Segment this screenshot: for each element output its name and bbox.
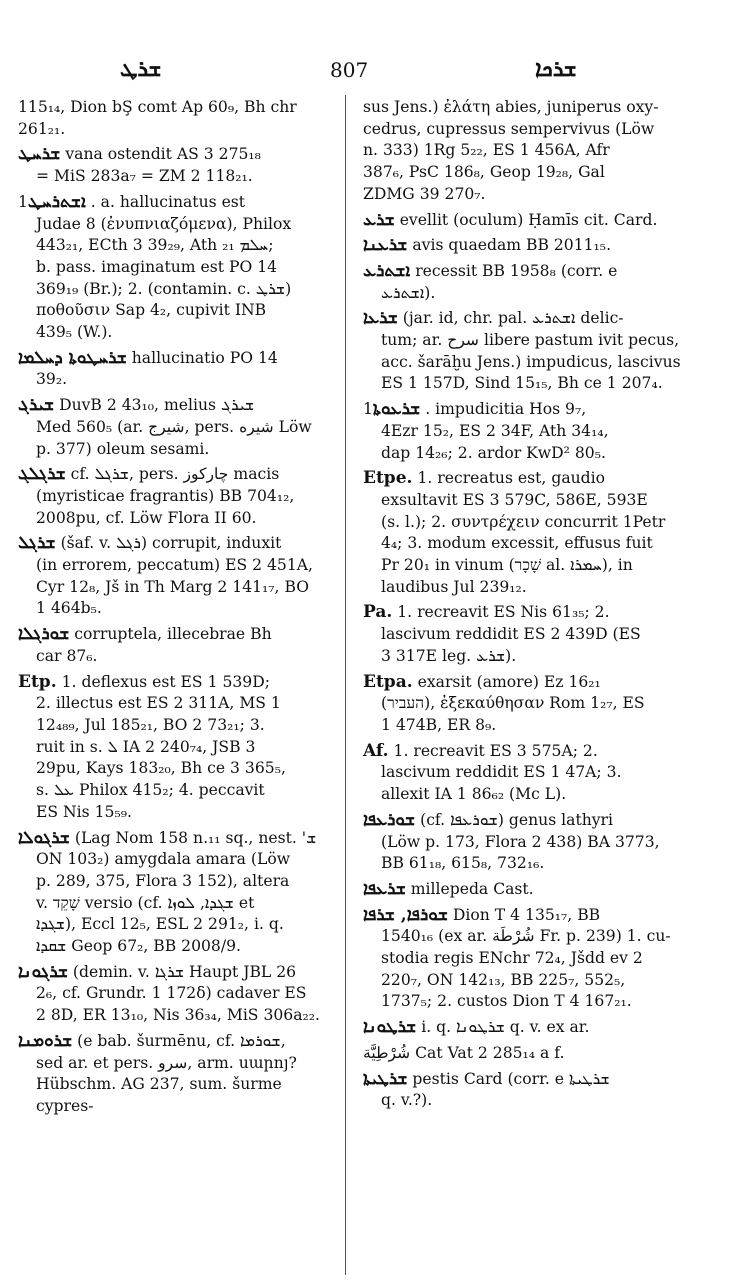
entry-line: vana ostendit AS 3 275₁₈ bbox=[65, 145, 261, 164]
entry-headword: ܐܫܬܪܥ bbox=[363, 260, 411, 281]
entry-line: شُرْطِيَّة Cat Vat 2 285₁₄ a f. bbox=[363, 1043, 565, 1062]
entry-line: avis quaedam BB 2011₁₅. bbox=[412, 236, 612, 255]
dictionary-entry bbox=[18, 828, 330, 958]
dictionary-entry bbox=[363, 235, 733, 257]
entry-line: lascivum reddidit ES 1 47A; 3. bbox=[381, 763, 622, 782]
entry-line: ES Nis 15₅₉. bbox=[36, 802, 132, 821]
entry-line: (šaf. v. ܪܓܠ) corrupit, induxit bbox=[60, 534, 282, 553]
page-header bbox=[0, 40, 750, 80]
left-column bbox=[18, 97, 330, 1122]
entry-line: n. 333) 1Rg 5₂₂, ES 1 456A, Afr bbox=[363, 141, 610, 160]
entry-headword: ܫܪܛܘܢܐ bbox=[363, 1017, 417, 1038]
entry-line: acc. šarāḫu Jens.) impudicus, lascivus bbox=[381, 352, 681, 371]
entry-headword: ܫܪܓܘܢܐ bbox=[18, 961, 68, 982]
dictionary-entry bbox=[18, 144, 330, 187]
entry-line: exarsit (amore) Ez 16₂₁ bbox=[417, 672, 601, 691]
entry-headword: ܫܪܥܘܬܐ bbox=[372, 399, 421, 420]
entry-line: evellit (oculum) Ḥamīs cit. Card. bbox=[399, 210, 658, 229]
entry-line: stodia regis ENchr 72₄, Jšdd ev 2 bbox=[381, 949, 643, 968]
entry-line: b. pass. imaginatum est PO 14 bbox=[36, 257, 278, 276]
entry-line: ܐܫܬܪܥ). bbox=[381, 283, 436, 302]
entry-headword: ܐܫܬܪܚܛ bbox=[27, 191, 86, 212]
entry-line: 1737₅; 2. custos Dion T 4 167₂₁. bbox=[381, 992, 632, 1011]
entry-line: p. 377) oleum sesami. bbox=[36, 439, 210, 458]
entry-headword: ܫܪܓܘܠܐ bbox=[18, 827, 70, 848]
dictionary-entry bbox=[18, 672, 330, 824]
entry-line: (Lag Nom 158 n.₁₁ sq., nest. 'ܫ bbox=[74, 828, 317, 847]
right-column bbox=[363, 97, 733, 1116]
entry-headword: Pa. bbox=[363, 602, 393, 623]
entry-line: Cyr 12₈, Jš in Th Marg 2 141₁₇, BO bbox=[36, 577, 310, 596]
entry-headword: Etpe. bbox=[363, 468, 413, 489]
entry-line: exsultavit ES 3 579C, 586E, 593E bbox=[381, 490, 648, 509]
entry-headword: ܫܪܥܢܐ bbox=[363, 235, 408, 256]
entry-headword: Etp. bbox=[18, 671, 57, 692]
dictionary-entry bbox=[18, 192, 330, 344]
dictionary-entry bbox=[363, 672, 733, 737]
entry-line: (jar. id, chr. pal. ܐܫܬܪܥ delic- bbox=[402, 309, 624, 328]
entry-headword: ܫܪܥܦܐ bbox=[363, 878, 406, 899]
dictionary-entry bbox=[363, 602, 733, 667]
entry-line: 443₂₁, ECth 3 39₂₉, Ath ܚܠܡ ₂₁; bbox=[36, 236, 274, 255]
entry-line: 4₄; 3. modum excessit, effusus fuit bbox=[381, 534, 653, 553]
entry-line: 1. impudicitia Hos 9₇, bbox=[363, 400, 587, 419]
right-catchword: ܫܪܟܐ bbox=[535, 56, 577, 82]
entry-headword: ܫܪܚܛ bbox=[18, 144, 61, 165]
dictionary-entry bbox=[363, 1017, 733, 1039]
entry-headword: ܫܪܓܠ bbox=[18, 533, 56, 554]
dictionary-entry bbox=[363, 261, 733, 304]
entry-line: Judae 8 (ἐνυπνιαζόμενα), Philox bbox=[36, 214, 292, 233]
entry-line: DuvB 2 43₁₀, melius ܫܝܪܓ bbox=[59, 396, 255, 415]
entry-line: 1. a. hallucinatus est bbox=[18, 192, 246, 211]
entry-headword: ܫܪܚܛܘܬܐ ܕܚܠܡܐ bbox=[18, 347, 127, 368]
column-divider bbox=[345, 95, 346, 1275]
entry-line: ܫܩܕܐ Geop 67₂, BB 2008/9. bbox=[36, 937, 241, 956]
dictionary-entry bbox=[363, 399, 733, 464]
dictionary-entry bbox=[363, 879, 733, 901]
left-catchword: ܫܪܛ bbox=[120, 56, 162, 82]
entry-line: p. 289, 375, Flora 3 152), altera bbox=[36, 871, 290, 890]
entry-line: 12₄₈₉, Jul 185₂₁, BO 2 73₂₁; 3. bbox=[36, 715, 265, 734]
entry-line: 3 317E leg. ܫܪܥ). bbox=[381, 646, 517, 665]
entry-line: i. q. ܫܪܛܘܢܐ q. v. ex ar. bbox=[421, 1018, 590, 1037]
dictionary-entry bbox=[363, 810, 733, 875]
entry-line: 439₅ (W.). bbox=[36, 323, 113, 342]
entry-line: = MiS 283a₇ = ZM 2 118₂₁. bbox=[36, 167, 253, 186]
entry-line: ZDMG 39 270₇. bbox=[363, 184, 486, 203]
entry-line: ܫܓܕܐ), Eccl 12₅, ESL 2 291₂, i. q. bbox=[36, 915, 284, 934]
entry-headword: ܫܘܪܓܠܐ bbox=[18, 624, 70, 645]
entry-line: cedrus, cupressus sempervivus (Löw bbox=[363, 119, 655, 138]
entry-line: allexit IA 1 86₆₂ (Mc L). bbox=[381, 785, 567, 804]
entry-line: 1. recreavit ES 3 575A; 2. bbox=[393, 741, 598, 760]
entry-line: BB 61₁₈, 615₈, 732₁₆. bbox=[381, 854, 545, 873]
entry-line: (in errorem, peccatum) ES 2 451A, bbox=[36, 556, 313, 575]
dictionary-entry bbox=[363, 97, 733, 206]
entry-line: 1. recreavit ES Nis 61₃₅; 2. bbox=[397, 603, 610, 622]
dictionary-entry bbox=[363, 468, 733, 598]
entry-line: (Löw p. 173, Flora 2 438) BA 3773, bbox=[381, 832, 660, 851]
page-number: 807 bbox=[330, 58, 369, 82]
entry-headword: Af. bbox=[363, 740, 389, 761]
dictionary-entry bbox=[18, 533, 330, 620]
entry-line: 261₂₁. bbox=[18, 119, 66, 138]
entry-line: 387₆, PsC 186₈, Geop 19₂₈, Gal bbox=[363, 163, 605, 182]
entry-line: (cf. ܫܘܪܥܦܐ) genus lathyri bbox=[420, 810, 614, 829]
entry-headword: ܫܪܓܠܓ bbox=[18, 464, 66, 485]
entry-line: 4Ezr 15₂, ES 2 34F, Ath 34₁₄, bbox=[381, 421, 609, 440]
entry-line: cf. ܫܪܓܠ, pers. چارکوز macis bbox=[70, 465, 280, 484]
entry-line: ES 1 157D, Sind 15₁₅, Bh ce 1 207₄. bbox=[381, 374, 663, 393]
entry-line: sus Jens.) ἐλάτη abies, juniperus oxy- bbox=[363, 98, 659, 116]
dictionary-entry bbox=[18, 464, 330, 529]
dictionary-entry bbox=[18, 1031, 330, 1118]
entry-line: q. v.?). bbox=[381, 1091, 433, 1110]
entry-line: sed ar. et pers. سرو, arm. սարոյ? bbox=[36, 1053, 297, 1072]
entry-line: (myristicae fragrantis) BB 704₁₂, bbox=[36, 486, 295, 505]
entry-headword: Etpa. bbox=[363, 671, 413, 692]
dictionary-entry bbox=[18, 348, 330, 391]
entry-line: Dion T 4 135₁₇, BB bbox=[452, 905, 601, 924]
entry-line: 2. illectus est ES 2 311A, MS 1 bbox=[36, 694, 281, 713]
dictionary-entry bbox=[363, 905, 733, 1014]
entry-line: s. ܥܠ Philox 415₂; 4. peccavit bbox=[36, 781, 265, 800]
dictionary-entry bbox=[18, 962, 330, 1027]
entry-headword: ܫܘܪܦܐ, ܫܪܦܐ bbox=[363, 904, 448, 925]
entry-line: pestis Card (corr. e ܫܪܛܝܬܐ bbox=[412, 1069, 610, 1088]
entry-line: Pr 20₁ in vinum (שָׁכָר al. ܚܡܪܐ), in bbox=[381, 556, 633, 575]
entry-line: Med 560₅ (ar. شيرج, pers. شيره Löw bbox=[36, 417, 312, 436]
entry-line: 2₆, cf. Grundr. 1 172δ) cadaver ES bbox=[36, 984, 307, 1003]
entry-line: tum; ar. سرح libere pastum ivit pecus, bbox=[381, 331, 680, 350]
dictionary-entry bbox=[18, 624, 330, 667]
dictionary-entry bbox=[363, 1043, 733, 1065]
dictionary-entry bbox=[18, 97, 330, 140]
entry-line: laudibus Jul 239₁₂. bbox=[381, 577, 527, 596]
entry-line: 1 464b₅. bbox=[36, 599, 102, 618]
entry-line: 1 474B, ER 8₉. bbox=[381, 715, 497, 734]
entry-line: 1540₁₆ (ex ar. شُرْطَة Fr. p. 239) 1. cu- bbox=[381, 927, 671, 946]
entry-line: ποθοῦσιν Sap 4₂, cupivit INB bbox=[36, 301, 267, 320]
entry-line: Hübschm. AG 237, sum. šurme cypres- bbox=[36, 1075, 282, 1115]
entry-line: 29pu, Kays 183₂₀, Bh ce 3 365₅, bbox=[36, 759, 286, 778]
entry-line: hallucinatio PO 14 bbox=[131, 348, 278, 367]
entry-line: v. שָׁקֵד versio (cf. ܫܓܕܐ, ܠܘܙܐ et bbox=[36, 893, 255, 912]
entry-headword: ܫܪܥ bbox=[363, 209, 395, 230]
dictionary-entry bbox=[363, 1069, 733, 1112]
entry-line: (demin. v. ܫܪܓܐ Haupt JBL 26 bbox=[72, 962, 297, 981]
entry-line: 2008pu, cf. Löw Flora II 60. bbox=[36, 508, 257, 527]
entry-line: millepeda Cast. bbox=[410, 879, 534, 898]
entry-headword: ܫܪܘܡܢܐ bbox=[18, 1030, 73, 1051]
entry-line: (העביר), ἐξεκαύθησαν Rom 1₂₇, ES bbox=[381, 694, 645, 713]
entry-line: 115₁₄, Dion bŞ comt Ap 60₉, Bh chr bbox=[18, 98, 297, 116]
entry-line: 369₁₉ (Br.); 2. (contamin. c. ܫܪܛ) bbox=[36, 279, 292, 298]
entry-headword: ܫܝܪܓ bbox=[18, 395, 55, 416]
dictionary-entry bbox=[18, 395, 330, 460]
entry-line: 220₇, ON 142₁₃, BB 225₇, 552₅, bbox=[381, 970, 626, 989]
entry-line: 1. deflexus est ES 1 539D; bbox=[61, 672, 270, 691]
entry-headword: ܫܘܪܥܦܐ bbox=[363, 809, 416, 830]
entry-line: ruit in s. ܠ IA 2 240₇₄, JSB 3 bbox=[36, 737, 256, 756]
entry-line: corruptela, illecebrae Bh bbox=[74, 625, 272, 644]
dictionary-entry bbox=[363, 741, 733, 806]
entry-line: recessit BB 1958₈ (corr. e bbox=[415, 261, 618, 280]
entry-line: 1. recreatus est, gaudio bbox=[417, 469, 606, 488]
entry-line: (s. l.); 2. συντρέχειν concurrit 1Petr bbox=[381, 512, 666, 531]
entry-headword: ܫܪܛܝܬܐ bbox=[363, 1068, 408, 1089]
entry-line: 2 8D, ER 13₁₀, Nis 36₃₄, MiS 306a₂₂. bbox=[36, 1006, 320, 1025]
entry-line: 39₂. bbox=[36, 370, 68, 389]
entry-line: car 87₆. bbox=[36, 646, 98, 665]
entry-line: ON 103₂) amygdala amara (Löw bbox=[36, 850, 291, 869]
dictionary-entry bbox=[363, 308, 733, 395]
entry-line: (e bab. šurmēnu, cf. ܫܘܪܡܐ, bbox=[77, 1031, 286, 1050]
entry-line: lascivum reddidit ES 2 439D (ES bbox=[381, 625, 641, 644]
entry-line: dap 14₂₆; 2. ardor KwD² 80₅. bbox=[381, 443, 606, 462]
entry-headword: ܫܪܥܐ bbox=[363, 308, 398, 329]
dictionary-entry bbox=[363, 210, 733, 232]
